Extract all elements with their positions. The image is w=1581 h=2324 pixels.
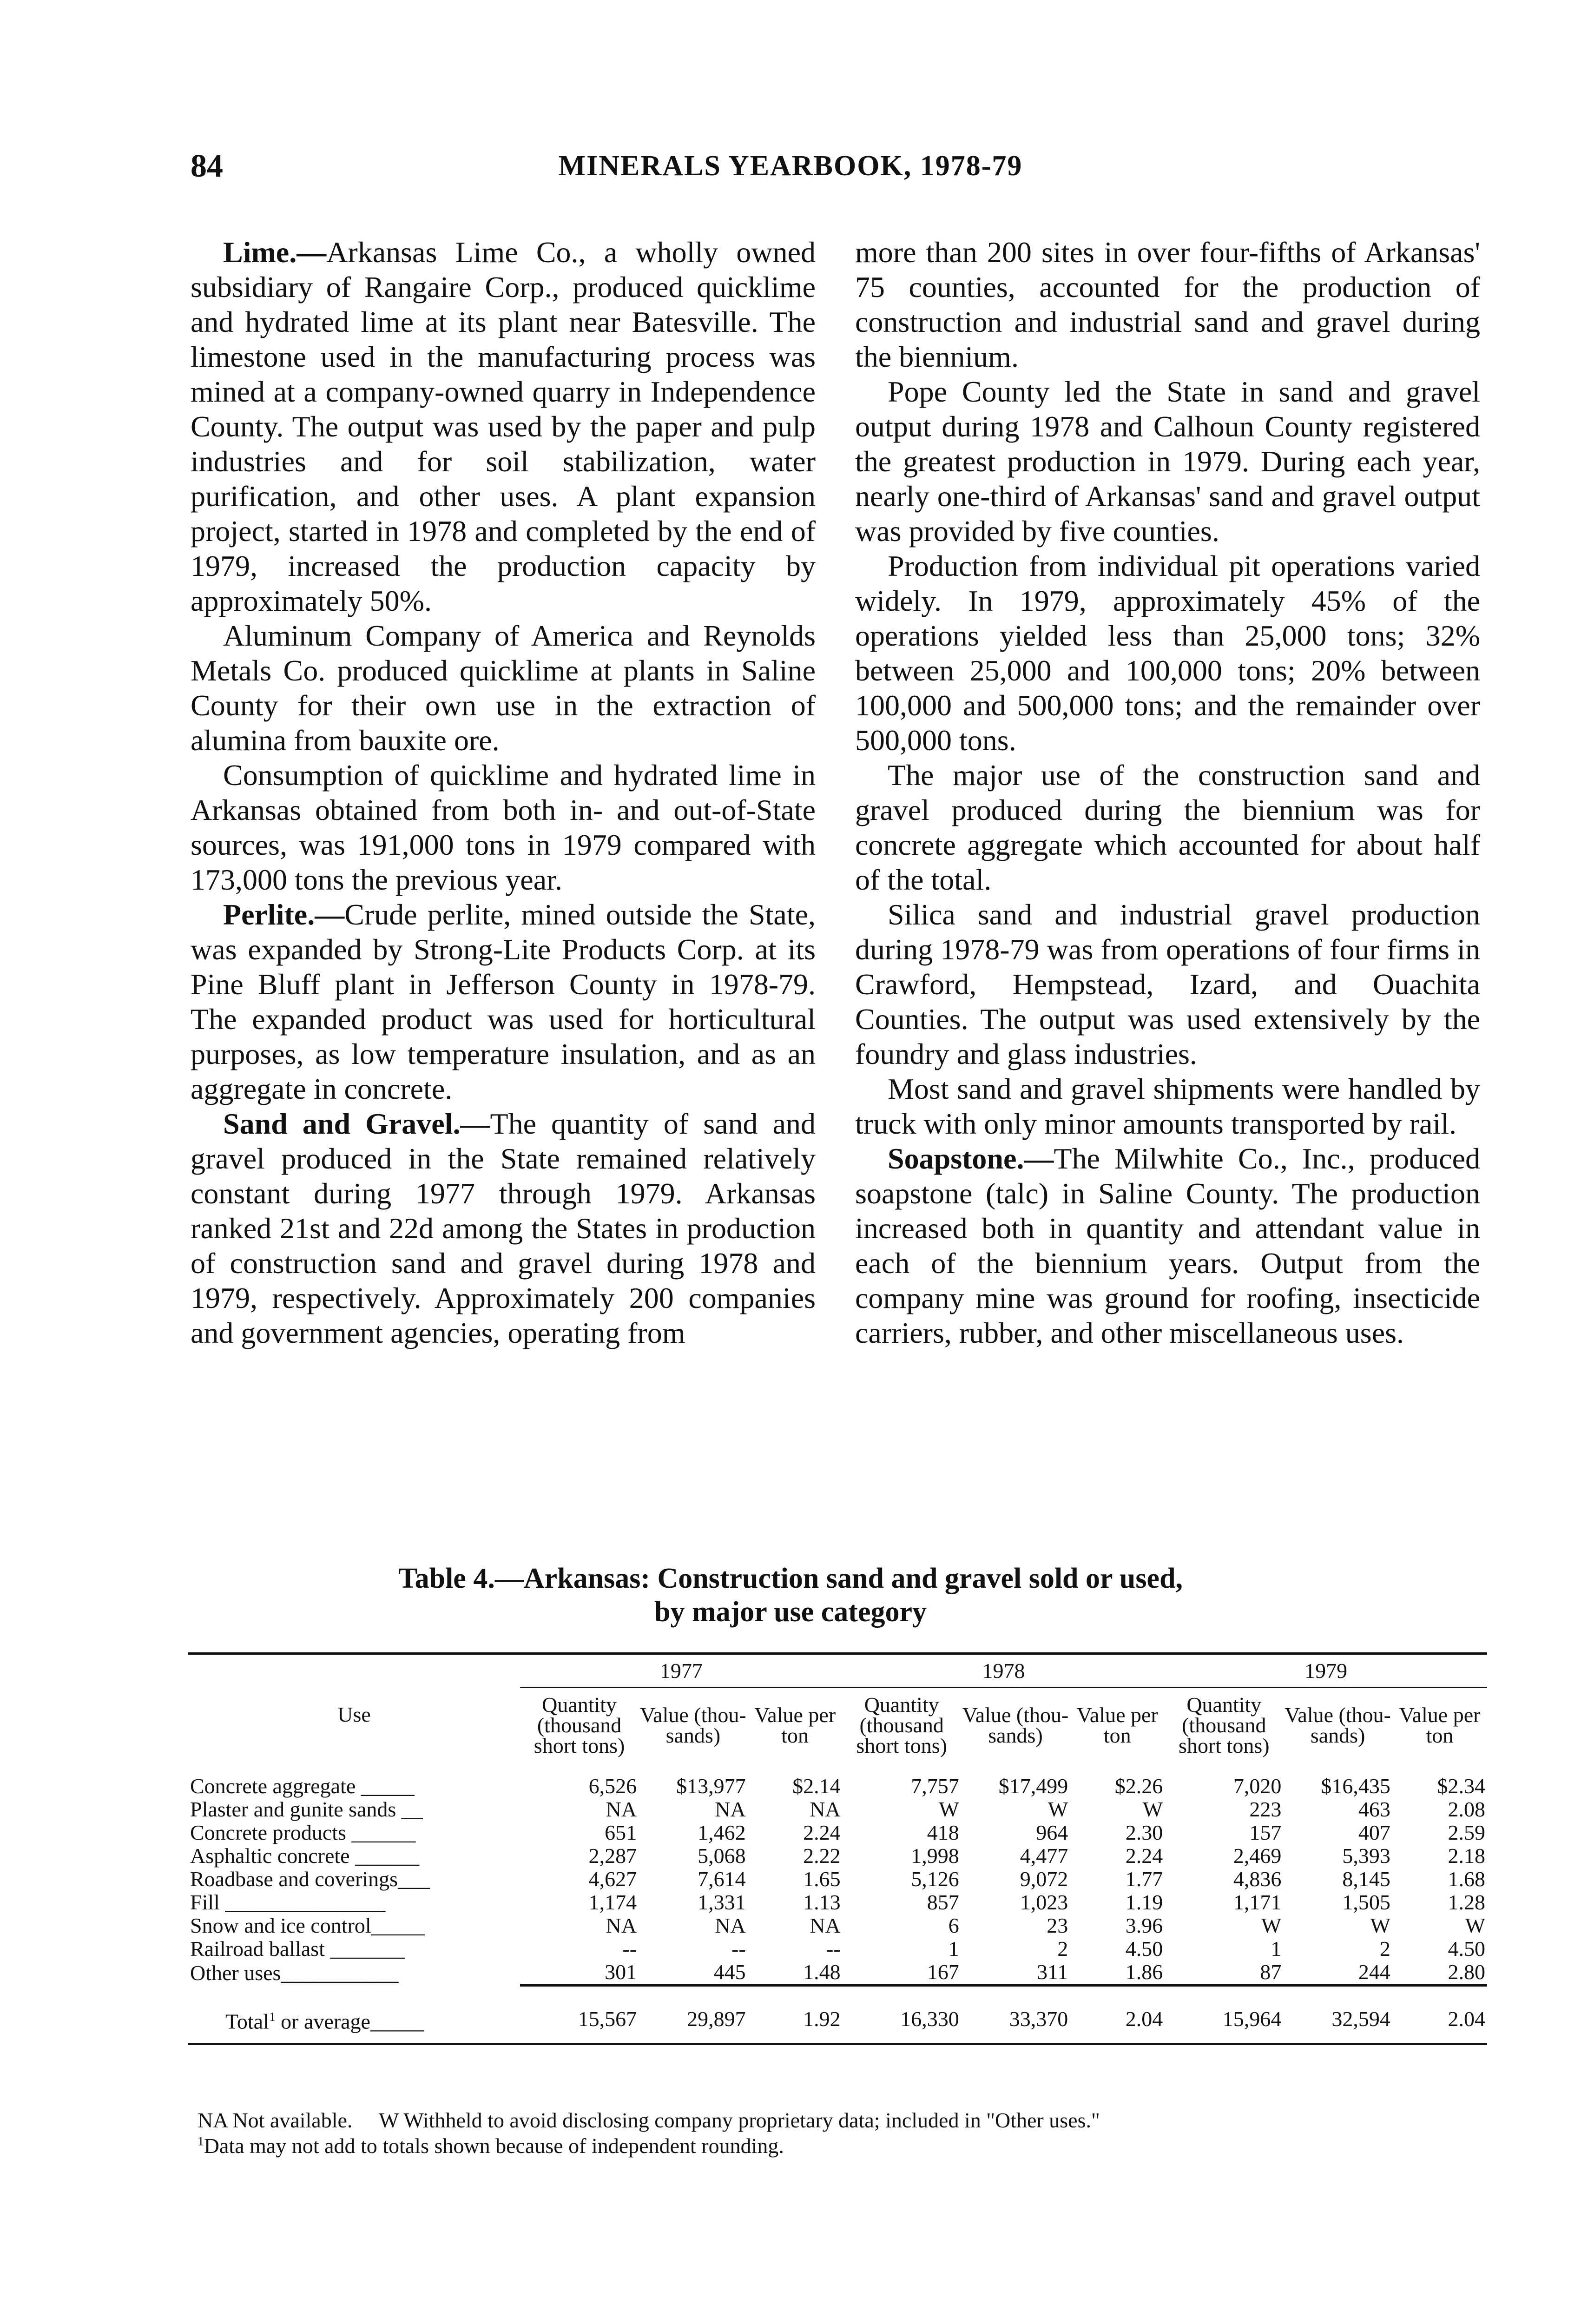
paragraph-text: The Milwhite Co., Inc., produced soapstone (talc) in Saline County. The production increased both in quantity and attendant value in each of the biennium years. Output from the company mine was ground for roofing, insecticide carriers, rubber, and other miscellaneous uses. xyxy=(855,1142,1480,1349)
paragraph-text: Consumption of quicklime and hydrated lime in Arkansas obtained from both in- and out-of-State sources, was 191,000 tons in 1979 compared with 173,000 tons the previous year. xyxy=(191,759,816,896)
table-cell: 157 xyxy=(1249,1821,1282,1844)
table-cell: 7,614 xyxy=(698,1867,746,1891)
footnote-mark: 1 xyxy=(269,2009,276,2024)
table-cell: 1.48 xyxy=(803,1960,841,1984)
table-title-line-1: Table 4.—Arkansas: Construction sand and gravel sold or used, xyxy=(398,1563,1183,1594)
paragraph xyxy=(191,1106,816,1350)
table-cell: 5,393 xyxy=(1342,1844,1390,1868)
table-cell: 1.28 xyxy=(1448,1890,1485,1914)
table-cell: 4,477 xyxy=(1020,1844,1068,1868)
table-cell: 6 xyxy=(948,1914,959,1937)
table-cell: 4.50 xyxy=(1125,1937,1163,1961)
table-cell: 1.13 xyxy=(803,1890,841,1914)
paragraph xyxy=(855,548,1480,758)
paragraph xyxy=(855,235,1480,374)
table-cell: 407 xyxy=(1358,1821,1390,1844)
table-cell: 7,020 xyxy=(1233,1774,1282,1798)
paragraph xyxy=(855,1071,1480,1141)
paragraph xyxy=(855,374,1480,548)
column-header: Quantity (thousand short tons) xyxy=(534,1693,625,1757)
table-cell: W xyxy=(1142,1797,1163,1821)
table-cell: 2 xyxy=(1379,1937,1390,1961)
use-header: Use xyxy=(188,1654,520,1775)
column-header: Value (thou-sands) xyxy=(640,1703,746,1747)
table-cell: 2.80 xyxy=(1448,1960,1485,1984)
column-header: Quantity (thousand short tons) xyxy=(1179,1693,1270,1757)
total-rule xyxy=(188,1985,1487,2005)
year-header: 1979 xyxy=(1165,1654,1487,1688)
column-header: Value per ton xyxy=(1076,1703,1158,1747)
table-cell: 2.18 xyxy=(1448,1844,1485,1868)
table-cell: 1,331 xyxy=(698,1890,746,1914)
total-label xyxy=(188,2005,520,2044)
column-header: Value (thou-sands) xyxy=(1285,1703,1391,1747)
left-column xyxy=(191,235,816,1350)
table-cell: W xyxy=(939,1797,959,1821)
table-cell: NA xyxy=(810,1914,841,1937)
use-label: Roadbase and coverings___ xyxy=(190,1867,430,1891)
column-header: Value per ton xyxy=(754,1703,836,1747)
table-cell: 2.08 xyxy=(1448,1797,1485,1821)
table-cell: 1,023 xyxy=(1020,1890,1068,1914)
use-label: Asphaltic concrete ______ xyxy=(190,1844,420,1868)
footnote-1 xyxy=(198,2133,784,2158)
table-row xyxy=(188,1798,1487,1821)
table-cell: NA xyxy=(715,1914,746,1937)
use-label: Plaster and gunite sands __ xyxy=(190,1797,423,1821)
paragraph xyxy=(191,618,816,758)
footnote-na: NA Not available. W Withheld to avoid disclosing company proprietary data; included in "Other uses." xyxy=(198,2108,1100,2132)
use-label: Concrete products ______ xyxy=(190,1821,416,1844)
table-cell: NA xyxy=(606,1797,637,1821)
table-cell: NA xyxy=(810,1797,841,1821)
footnote-mark: 1 xyxy=(198,2133,204,2148)
paragraph-text: Most sand and gravel shipments were handled by truck with only minor amounts transported by rail. xyxy=(855,1072,1480,1140)
paragraph xyxy=(855,1141,1480,1350)
table-cell: 2.24 xyxy=(803,1821,841,1844)
table-cell: NA xyxy=(715,1797,746,1821)
table-cell: -- xyxy=(622,1937,637,1961)
paragraph-lead: Sand and Gravel.— xyxy=(223,1107,490,1140)
table-cell: 4,627 xyxy=(588,1867,637,1891)
total-cell: 33,370 xyxy=(961,2005,1070,2044)
total-suffix: or average_____ xyxy=(275,2009,424,2034)
table-cell: 1,462 xyxy=(698,1821,746,1844)
column-header: Quantity (thousand short tons) xyxy=(856,1693,947,1757)
table-cell: 1.77 xyxy=(1125,1867,1163,1891)
table-cell: 418 xyxy=(927,1821,959,1844)
total-cell: 29,897 xyxy=(639,2005,748,2044)
table-cell: 1.65 xyxy=(803,1867,841,1891)
table-cell: 5,068 xyxy=(698,1844,746,1868)
table-row xyxy=(188,1937,1487,1961)
page-number: 84 xyxy=(191,148,223,184)
table-cell: 6,526 xyxy=(588,1774,637,1798)
total-cell: 16,330 xyxy=(843,2005,961,2044)
table-cell: 651 xyxy=(605,1821,637,1844)
table-row xyxy=(188,1821,1487,1844)
table-row xyxy=(188,1961,1487,1985)
paragraph-text: The quantity of sand and gravel produced in the State remained relatively constant during 1977 through 1979. Arkansas ranked 21st and 22d among the States in production of construction sand and gravel during 1978 and 1979, respectively. Approximately 200 companies and government agencies, operating from xyxy=(191,1107,816,1349)
table-cell: 301 xyxy=(605,1960,637,1984)
table-cell: 4,836 xyxy=(1233,1867,1282,1891)
paragraph-text: more than 200 sites in over four-fifths of Arkansas' 75 counties, accounted for the production of construction and industrial sand and gravel during the biennium. xyxy=(855,236,1480,373)
total-prefix: Total xyxy=(225,2009,269,2034)
table-cell: 23 xyxy=(1047,1914,1068,1937)
table-title xyxy=(0,1562,1581,1629)
total-cell: 2.04 xyxy=(1392,2005,1487,2044)
paragraph xyxy=(191,235,816,618)
table-row xyxy=(188,1868,1487,1891)
table-row xyxy=(188,1844,1487,1868)
paragraph-text: Arkansas Lime Co., a wholly owned subsidiary of Rangaire Corp., produced quicklime and hydrated lime at its plant near Batesville. The limestone used in the manufacturing process was mined at a company-owned quarry in Independence County. The output was used by the paper and pulp industries and for soil stabilization, water purification, and other uses. A plant expansion project, started in 1978 and completed by the end of 1979, increased the production capacity by approximately 50%. xyxy=(191,236,816,617)
table-cell: 1.68 xyxy=(1448,1867,1485,1891)
table-cell: 2.22 xyxy=(803,1844,841,1868)
table-cell: 857 xyxy=(927,1890,959,1914)
total-cell: 2.04 xyxy=(1070,2005,1165,2044)
table-cell: 87 xyxy=(1260,1960,1282,1984)
table-title-line-2: by major use category xyxy=(654,1596,927,1628)
table-cell: 445 xyxy=(713,1960,746,1984)
table-cell: -- xyxy=(826,1937,841,1961)
table-cell: 2.30 xyxy=(1125,1821,1163,1844)
table-cell: 8,145 xyxy=(1342,1867,1390,1891)
paragraph-text: The major use of the construction sand and gravel produced during the biennium was for concrete aggregate which accounted for about half of the total. xyxy=(855,759,1480,896)
table-row xyxy=(188,1914,1487,1937)
table-cell: $2.34 xyxy=(1437,1774,1485,1798)
total-cell: 15,567 xyxy=(520,2005,639,2044)
right-column xyxy=(855,235,1480,1350)
table-row xyxy=(188,1775,1487,1798)
table-cell: 2.24 xyxy=(1125,1844,1163,1868)
use-label: Snow and ice control_____ xyxy=(190,1914,425,1937)
paragraph xyxy=(855,897,1480,1071)
year-header: 1977 xyxy=(520,1654,843,1688)
paragraph xyxy=(191,758,816,897)
table-cell: 1,171 xyxy=(1233,1890,1282,1914)
paragraph-text: Pope County led the State in sand and gravel output during 1978 and Calhoun County registered the greatest production in 1979. During each year, nearly one-third of Arkansas' sand and gravel output was provided by five counties. xyxy=(855,375,1480,548)
table-cell: 1.19 xyxy=(1125,1890,1163,1914)
paragraph xyxy=(855,758,1480,897)
table-cell: $17,499 xyxy=(998,1774,1068,1798)
total-cell: 1.92 xyxy=(748,2005,843,2044)
table-cell: 3.96 xyxy=(1125,1914,1163,1937)
table-cell: 2,469 xyxy=(1233,1844,1282,1868)
table-cell: 1,505 xyxy=(1342,1890,1390,1914)
table-cell: 4.50 xyxy=(1448,1937,1485,1961)
table-cell: 5,126 xyxy=(911,1867,959,1891)
table-cell: W xyxy=(1047,1797,1068,1821)
column-header: Value (thou-sands) xyxy=(962,1703,1069,1747)
year-header: 1978 xyxy=(843,1654,1165,1688)
table-cell: W xyxy=(1370,1914,1390,1937)
paragraph-text: Aluminum Company of America and Reynolds Metals Co. produced quicklime at plants in Saline County for their own use in the extraction of alumina from bauxite ore. xyxy=(191,619,816,757)
table-row xyxy=(188,1891,1487,1914)
table-cell: 1,998 xyxy=(911,1844,959,1868)
table-cell: W xyxy=(1465,1914,1485,1937)
table-cell: $13,977 xyxy=(676,1774,746,1798)
column-header: Value per ton xyxy=(1399,1703,1481,1747)
table-cell: 2 xyxy=(1057,1937,1068,1961)
table-cell: $2.26 xyxy=(1114,1774,1163,1798)
paragraph-lead: Soapstone.— xyxy=(888,1142,1054,1175)
table-cell: $16,435 xyxy=(1321,1774,1390,1798)
table-cell: 1 xyxy=(948,1937,959,1961)
table-cell: 1.86 xyxy=(1125,1960,1163,1984)
table-cell: 2,287 xyxy=(588,1844,637,1868)
paragraph-text: Production from individual pit operations varied widely. In 1979, approximately 45% of the operations yielded less than 25,000 tons; 32% between 25,000 and 100,000 tons; 20% between 100,000 and 500,000 tons; and the remainder over 500,000 tons. xyxy=(855,549,1480,757)
total-cell: 15,964 xyxy=(1165,2005,1283,2044)
use-label: Concrete aggregate _____ xyxy=(190,1774,415,1798)
total-row xyxy=(188,2005,1487,2044)
table-cell: 311 xyxy=(1037,1960,1068,1984)
paragraph-text: Crude perlite, mined outside the State, was expanded by Strong-Lite Products Corp. at its Pine Bluff plant in Jefferson County in 1978-79. The expanded product was used for horticultural purposes, as low temperature insulation, and as an aggregate in concrete. xyxy=(191,898,816,1105)
table-cell: 167 xyxy=(927,1960,959,1984)
table-cell: 7,757 xyxy=(911,1774,959,1798)
table-cell: NA xyxy=(606,1914,637,1937)
paragraph-text: Silica sand and industrial gravel production during 1978-79 was from operations of four firms in Crawford, Hempstead, Izard, and Ouachita Counties. The output was used extensively by the foundry and glass industries. xyxy=(855,898,1480,1070)
table-cell: 223 xyxy=(1249,1797,1282,1821)
table-cell: 2.59 xyxy=(1448,1821,1485,1844)
paragraph-lead: Lime.— xyxy=(223,236,327,269)
use-label: Railroad ballast _______ xyxy=(190,1937,405,1961)
table-cell: 964 xyxy=(1036,1821,1068,1844)
paragraph-lead: Perlite.— xyxy=(223,898,345,931)
table-cell: 9,072 xyxy=(1020,1867,1068,1891)
sand-gravel-table xyxy=(188,1652,1487,2045)
table-cell: 1,174 xyxy=(588,1890,637,1914)
use-label: Fill _______________ xyxy=(190,1890,386,1914)
table-cell: W xyxy=(1261,1914,1282,1937)
table-cell: 1 xyxy=(1271,1937,1282,1961)
use-label: Other uses___________ xyxy=(190,1961,399,1985)
footnote-text: Data may not add to totals shown because of independent rounding. xyxy=(204,2134,784,2158)
table-cell: $2.14 xyxy=(792,1774,841,1798)
table-cell: 463 xyxy=(1358,1797,1390,1821)
table-cell: -- xyxy=(731,1937,746,1961)
paragraph xyxy=(191,897,816,1106)
total-cell: 32,594 xyxy=(1283,2005,1392,2044)
running-title: MINERALS YEARBOOK, 1978-79 xyxy=(558,150,1023,182)
table-cell: 244 xyxy=(1358,1960,1390,1984)
